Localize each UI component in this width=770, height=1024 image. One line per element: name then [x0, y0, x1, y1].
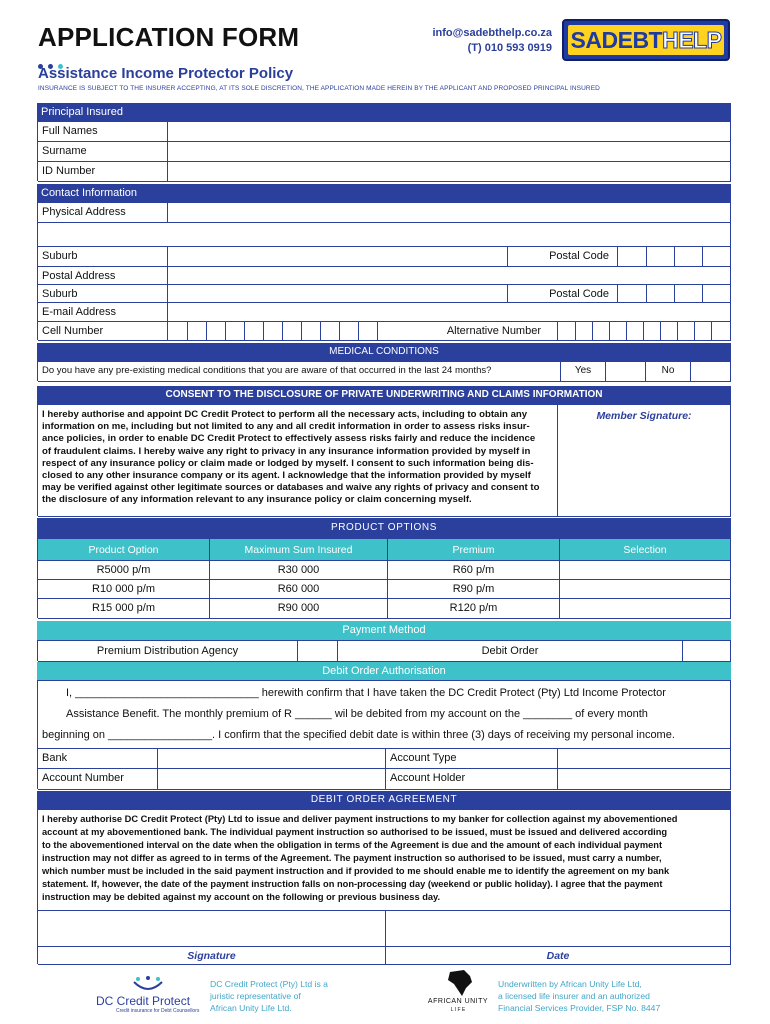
section-principal-insured: Principal Insured [37, 103, 731, 121]
agreement-line: to the abovementioned interval on the date when the obligation in terms of the Agreement is due and the amount of each individual payment [42, 840, 663, 850]
product-option-cell: R10 000 p/m [38, 580, 210, 599]
product-option-cell: R5000 p/m [38, 561, 210, 580]
products-grid [37, 538, 731, 618]
consent-line: respect of any insurance policy or claim made or lodged by myself. I consent to such information being dis- [42, 457, 534, 469]
sadebthelp-logo [562, 19, 730, 61]
debit-auth-grid [37, 680, 731, 789]
agreement-line: which number must be included in the said payment instruction and if provided to me should enable me to identify the agreement on my bank [42, 866, 670, 876]
consent-grid [37, 404, 731, 516]
consent-line: information on me, including but not limited to any and all credit information in order to assess risks insur- [42, 421, 530, 433]
payment-option-debit: Debit Order [338, 641, 683, 662]
dc-footer-line: African Unity Life Ltd. [210, 1003, 292, 1013]
policy-subtitle: Assistance Income Protector Policy [38, 65, 294, 82]
section-payment-method: Payment Method [37, 621, 731, 640]
member-signature-box[interactable] [558, 405, 731, 517]
alt-number-boxes[interactable] [558, 322, 731, 341]
payment-option-pda: Premium Distribution Agency [38, 641, 298, 662]
agreement-line: statement. If, however, the date of the payment instruction falls on non-processing day (weekend or public holiday). I agree that the payment [42, 879, 663, 889]
au-logo-sub: L I F E [450, 1007, 466, 1013]
bank-field[interactable] [158, 749, 386, 769]
logo-text-2: HELP [662, 27, 722, 53]
product-option-cell: R15 000 p/m [38, 599, 210, 619]
col-premium: Premium [388, 539, 560, 561]
au-footer-line: Underwritten by African Unity Life Ltd, [498, 979, 642, 989]
postal-code-label: Postal Code [508, 247, 618, 267]
postal-code-2-label: Postal Code [508, 285, 618, 303]
auth-line-1: I, ______________________________ herewith confirm that I have taken the DC Credit Protect (Pty) Ltd Income Protector [66, 687, 666, 699]
medical-no-label: No [646, 362, 691, 382]
consent-line: I hereby authorise and appoint DC Credit Protect to perform all the necessary acts, including to obtain any [42, 409, 528, 420]
full-names-field[interactable] [168, 122, 731, 142]
agreement-line: instruction may be debited against my account on the following or previous business day. [42, 892, 441, 902]
agreement-text [38, 810, 731, 911]
selection-cell[interactable] [560, 561, 731, 580]
dc-logo-text: DC Credit Protect [96, 994, 191, 1008]
dc-logo-icon [128, 976, 168, 996]
au-footer-text [498, 978, 660, 1014]
selection-cell[interactable] [560, 599, 731, 619]
suburb-2-field[interactable] [168, 285, 508, 303]
consent-line: the disclosure of any information relevant to any insurance policy or claim concerning myself. [42, 494, 472, 506]
bank-label: Bank [38, 749, 158, 769]
agreement-line: I hereby authorise DC Credit Protect (Pty) Ltd to issue and deliver payment instructions to my banker for collection against my abovementioned [42, 814, 678, 824]
physical-address-field-2[interactable] [38, 223, 731, 247]
account-number-label: Account Number [38, 769, 158, 790]
account-number-field[interactable] [158, 769, 386, 790]
medical-yes-label: Yes [561, 362, 606, 382]
consent-line: closed to any other insurance company or its agent. I acknowledge that the information provided by myself [42, 470, 531, 482]
alt-number-label: Alternative Number [378, 322, 558, 341]
account-type-label: Account Type [386, 749, 558, 769]
section-consent: CONSENT TO THE DISCLOSURE OF PRIVATE UNDERWRITING AND CLAIMS INFORMATION [37, 386, 731, 404]
debit-auth-text [38, 681, 731, 749]
suburb-field[interactable] [168, 247, 508, 267]
dc-footer-line: DC Credit Protect (Pty) Ltd is a [210, 979, 328, 989]
consent-line: of fraudulent claims. I hereby waive any right to privacy in any insurance information provided by myself in [42, 445, 531, 457]
page-title: APPLICATION FORM [38, 22, 300, 52]
auth-line-2: Assistance Benefit. The monthly premium of R ______ wil be debited from my account on the ________ of every month [66, 708, 648, 720]
medical-yes-box[interactable] [606, 362, 646, 382]
medical-grid [37, 361, 731, 381]
au-logo-text: AFRICAN UNITY [427, 998, 489, 1005]
agreement-line: account at my abovementioned bank. The individual payment instruction so authorised to be issued, must be issued and delivered according [42, 827, 668, 837]
premium-cell: R90 p/m [388, 580, 560, 599]
col-selection: Selection [560, 539, 731, 561]
dc-credit-protect-logo [96, 976, 200, 1016]
payment-grid [37, 640, 731, 661]
medical-no-box[interactable] [691, 362, 731, 382]
payment-debit-box[interactable] [683, 641, 731, 662]
contact-grid [37, 202, 731, 340]
date-label: Date [386, 947, 731, 965]
section-debit-order-agreement: DEBIT ORDER AGREEMENT [37, 791, 731, 809]
surname-label: Surname [38, 142, 168, 162]
postal-address-field[interactable] [168, 267, 731, 285]
max-sum-cell: R30 000 [210, 561, 388, 580]
insurance-note: INSURANCE IS SUBJECT TO THE INSURER ACCEPTING, AT ITS SOLE DISCRETION, THE APPLICATION MADE HEREIN BY THE APPLICANT AND PROPOSED PRINCIPAL INSURED [38, 85, 600, 92]
suburb-2-label: Suburb [38, 285, 168, 303]
medical-question: Do you have any pre-existing medical conditions that you are aware of that occurred in the last 24 months? [38, 362, 561, 382]
section-product-options: PRODUCT OPTIONS [37, 518, 731, 538]
suburb-label: Suburb [38, 247, 168, 267]
consent-text [38, 405, 558, 517]
contact-info [392, 26, 552, 56]
email-field[interactable] [168, 303, 731, 322]
col-product-option: Product Option [38, 539, 210, 561]
physical-address-field[interactable] [168, 203, 731, 223]
au-footer-line: a licensed life insurer and an authorized [498, 991, 650, 1001]
postal-code-boxes[interactable] [618, 247, 731, 267]
date-field[interactable] [386, 911, 731, 947]
dc-footer-text [210, 978, 328, 1014]
agreement-line: instruction may not differ as agreed to in terms of the Agreement. The payment instruction so authorised to be issued, must carry a number, [42, 853, 662, 863]
signature-label: Signature [38, 947, 386, 965]
logo-text-1: SADEBT [570, 27, 663, 53]
au-footer-line: Financial Services Provider, FSP No. 8447 [498, 1003, 661, 1013]
signature-field[interactable] [38, 911, 386, 947]
postal-code-2-boxes[interactable] [618, 285, 731, 303]
auth-line-3: beginning on _________________. I confirm that the specified debit date is within three (3) days of receiving my personal income. [42, 729, 675, 741]
contact-phone: (T) 010 593 0919 [467, 42, 552, 54]
consent-line: ance policies, in order to enable DC Credit Protect to effectively assess risks fairly and reduce the incidence [42, 433, 536, 445]
agreement-grid [37, 809, 731, 964]
payment-pda-box[interactable] [298, 641, 338, 662]
african-unity-logo [422, 968, 494, 1018]
email-label: E-mail Address [38, 303, 168, 322]
id-number-label: ID Number [38, 162, 168, 182]
section-contact-information: Contact Information [37, 184, 731, 202]
account-holder-label: Account Holder [386, 769, 558, 790]
cell-number-boxes[interactable] [168, 322, 378, 341]
africa-map-icon [442, 968, 476, 998]
contact-email[interactable]: info@sadebthelp.co.za [432, 27, 552, 39]
id-number-field[interactable] [168, 162, 731, 182]
full-names-label: Full Names [38, 122, 168, 142]
max-sum-cell: R90 000 [210, 599, 388, 619]
principal-grid [37, 121, 731, 181]
premium-cell: R120 p/m [388, 599, 560, 619]
account-holder-field[interactable] [558, 769, 731, 790]
dc-footer-line: juristic representative of [210, 991, 301, 1001]
cell-number-label: Cell Number [38, 322, 168, 341]
physical-address-label: Physical Address [38, 203, 168, 223]
section-debit-order-authorisation: Debit Order Authorisation [37, 662, 731, 680]
max-sum-cell: R60 000 [210, 580, 388, 599]
member-signature-label: Member Signature: [596, 410, 692, 422]
col-max-sum-insured: Maximum Sum Insured [210, 539, 388, 561]
dc-tagline: Credit insurance for Debt Counsellors [116, 1008, 200, 1014]
selection-cell[interactable] [560, 580, 731, 599]
surname-field[interactable] [168, 142, 731, 162]
account-type-field[interactable] [558, 749, 731, 769]
consent-line: may be verified against other legitimate sources or databases and waive any rights of privacy and consent to [42, 482, 540, 494]
section-medical-conditions: MEDICAL CONDITIONS [37, 343, 731, 361]
premium-cell: R60 p/m [388, 561, 560, 580]
postal-address-label: Postal Address [38, 267, 168, 285]
